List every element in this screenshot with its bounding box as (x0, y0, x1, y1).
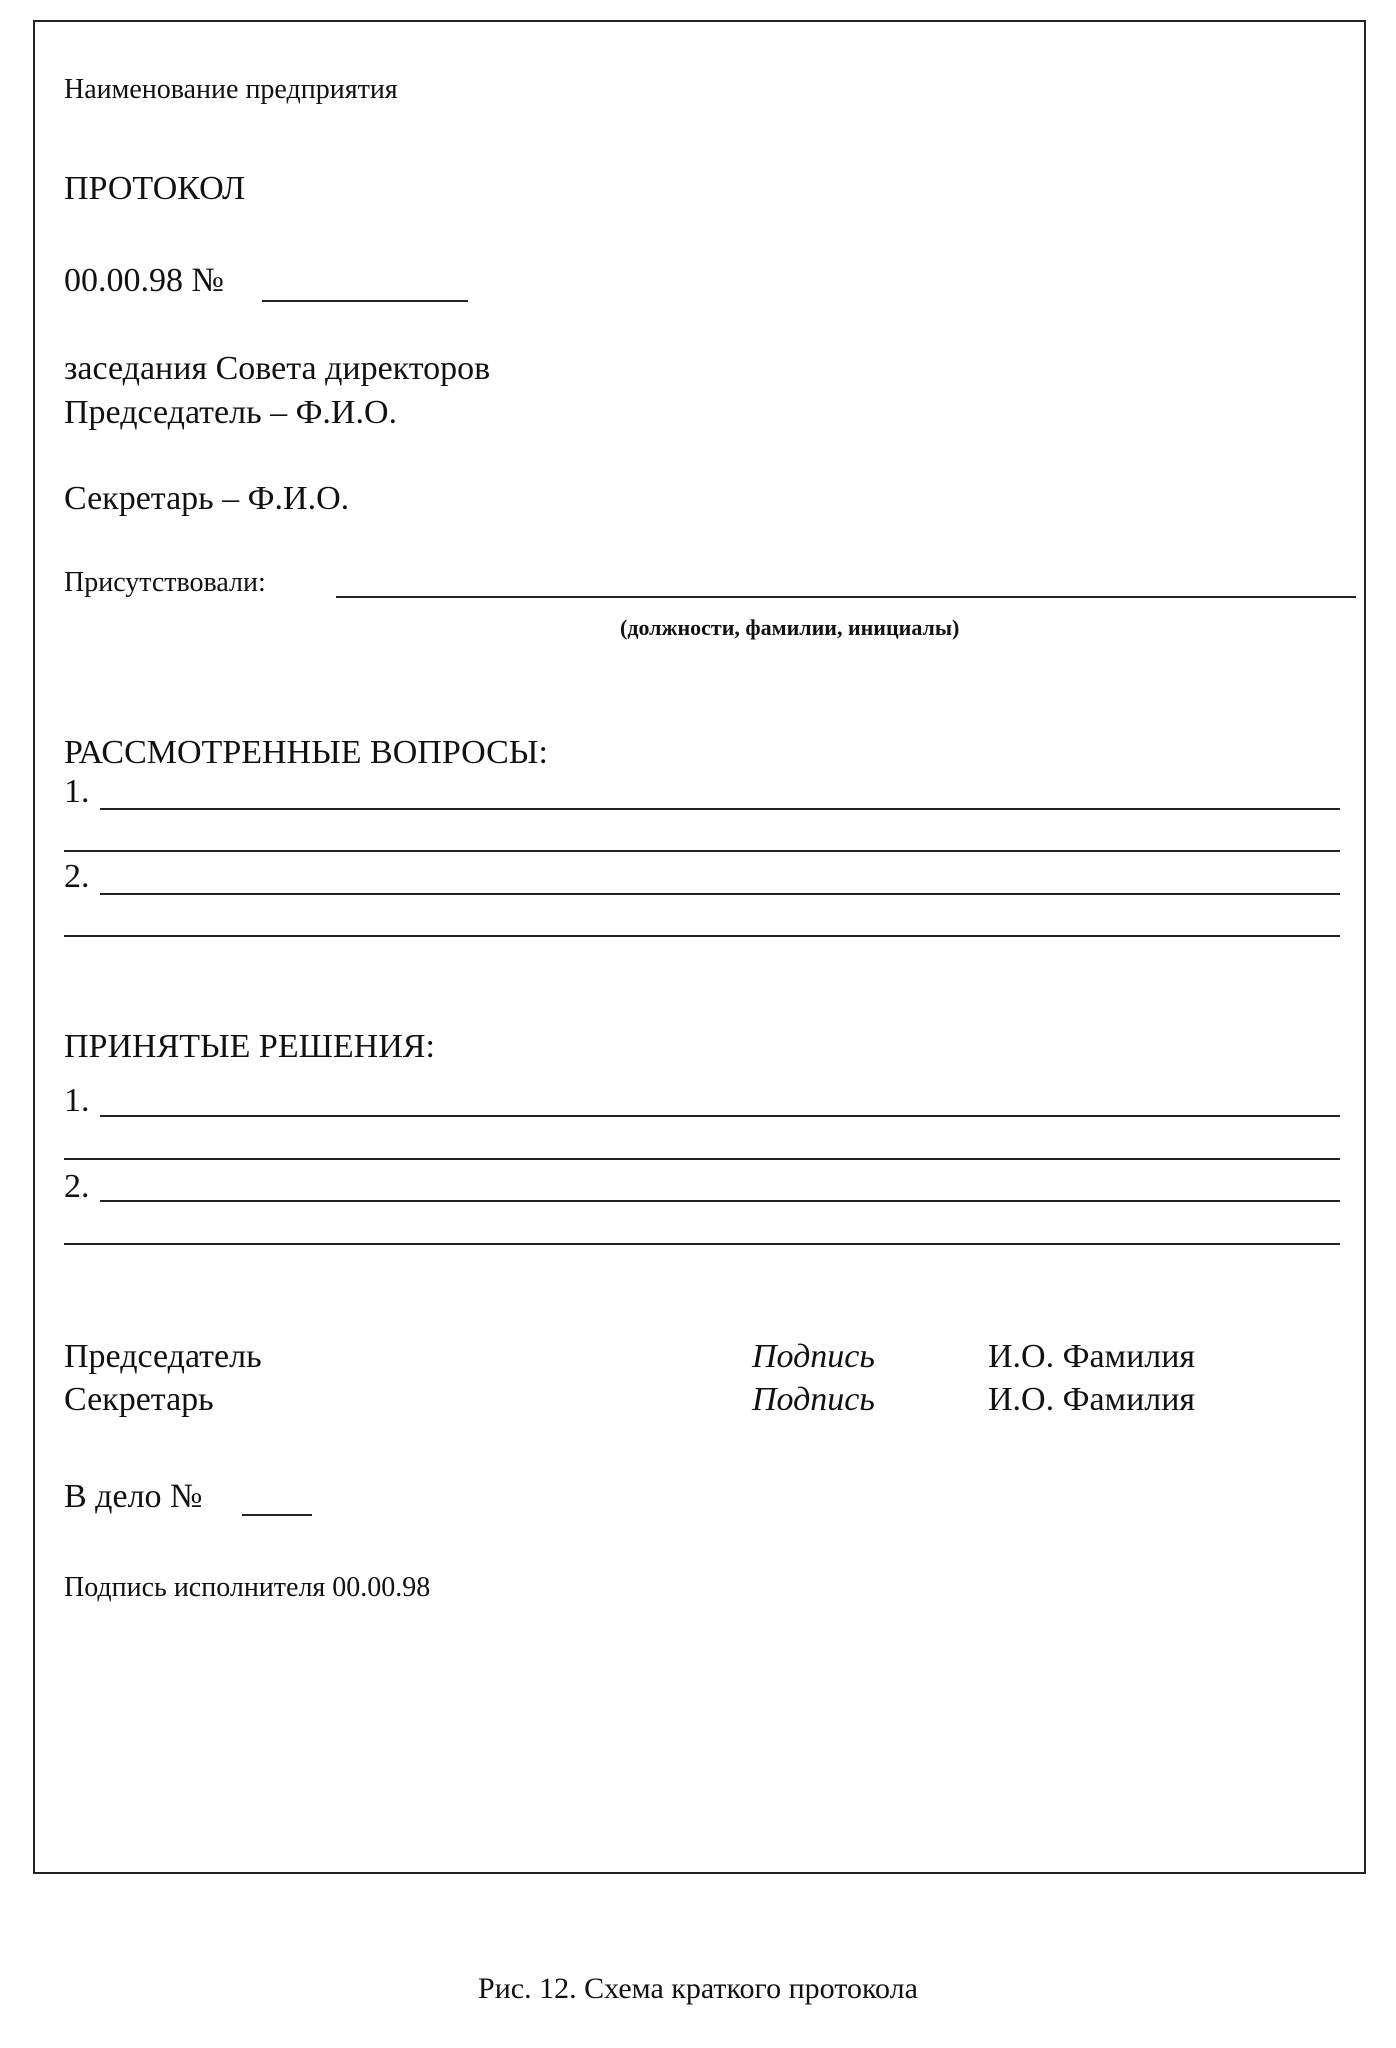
decision-1-continuation-line (64, 1158, 1340, 1160)
question-1-line (100, 808, 1340, 810)
question-2-continuation-line (64, 935, 1340, 937)
executor-signature-line: Подпись исполнителя 00.00.98 (64, 1572, 431, 1603)
decisions-heading: ПРИНЯТЫЕ РЕШЕНИЯ: (64, 1028, 435, 1065)
signature-role: Секретарь (64, 1381, 214, 1418)
signature-name: И.О. Фамилия (988, 1381, 1196, 1418)
figure-caption: Рис. 12. Схема краткого протокола (478, 1972, 918, 2005)
question-2-line (100, 893, 1340, 895)
number-blank-line (262, 300, 468, 302)
decision-1-line (100, 1115, 1340, 1117)
signature-name: И.О. Фамилия (988, 1338, 1196, 1375)
signature-placeholder: Подпись (752, 1381, 875, 1418)
document-title: ПРОТОКОЛ (64, 170, 246, 207)
decision-number: 2. (64, 1168, 90, 1205)
decision-2-line (100, 1200, 1340, 1202)
signature-placeholder: Подпись (752, 1338, 875, 1375)
organization-label: Наименование предприятия (64, 74, 398, 105)
decision-2-continuation-line (64, 1243, 1340, 1245)
question-number: 2. (64, 858, 90, 895)
present-label: Присутствовали: (64, 567, 266, 598)
meeting-label: заседания Совета директоров (64, 350, 491, 387)
file-number-label: В дело № (64, 1478, 203, 1515)
date-number-label: 00.00.98 № (64, 262, 224, 299)
chairman-line: Председатель – Ф.И.О. (64, 394, 398, 431)
secretary-line: Секретарь – Ф.И.О. (64, 480, 350, 517)
present-hint: (должности, фамилии, инициалы) (620, 615, 960, 640)
question-1-continuation-line (64, 850, 1340, 852)
questions-heading: РАССМОТРЕННЫЕ ВОПРОСЫ: (64, 734, 548, 771)
question-number: 1. (64, 773, 90, 810)
file-number-blank-line (242, 1514, 312, 1516)
signature-role: Председатель (64, 1338, 262, 1375)
decision-number: 1. (64, 1082, 90, 1119)
present-blank-line (336, 596, 1356, 598)
